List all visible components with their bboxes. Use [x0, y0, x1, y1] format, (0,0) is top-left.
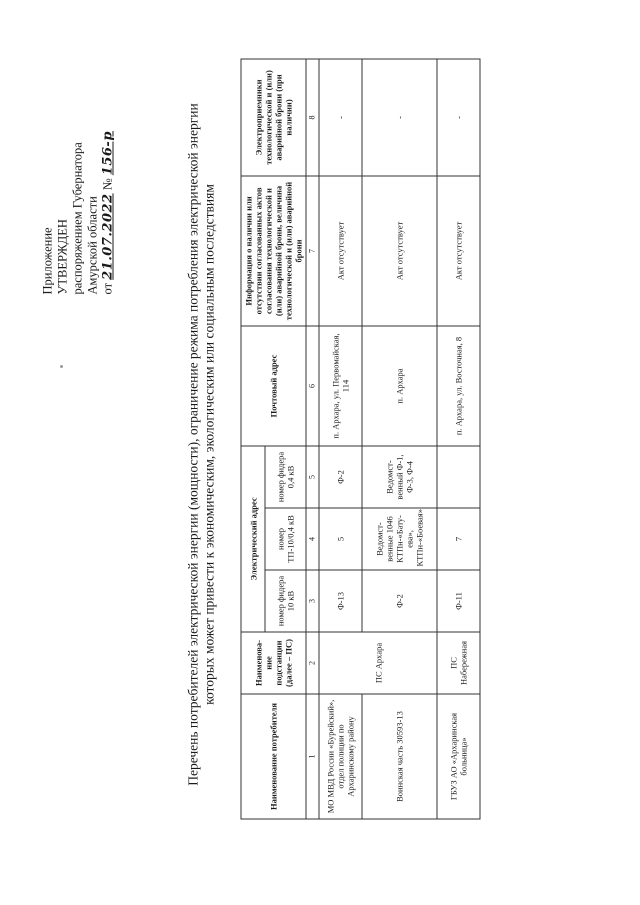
header-postal-address: Почтовый адрес: [241, 326, 306, 446]
cell-acts-info: Акт отсутствует: [362, 176, 437, 326]
cell-tp: 7: [437, 508, 480, 570]
header-acts-info: Информация о наличии или отсутствии согласованных актов согласования технологической и (или) аварийной брони, величина технологической и (или) аварийной брони: [241, 176, 306, 326]
col-num: 2: [306, 632, 319, 694]
approval-appendix: Приложение: [40, 227, 55, 295]
cell-substation: ПС Архара: [319, 632, 437, 694]
col-num: 3: [306, 570, 319, 632]
cell-consumer: Воинская часть 30593-13: [362, 694, 437, 819]
approval-stamp: [41, 35, 116, 295]
cell-feeder-04kv: Ф-2: [319, 446, 362, 508]
header-substation: Наименова-ние подстанции (далее – ПС): [241, 632, 306, 694]
date-prefix: от: [100, 282, 115, 295]
number-prefix: №: [100, 178, 115, 191]
col-num: 7: [306, 176, 319, 326]
cell-feeder-10kv: Ф-11: [437, 570, 480, 632]
cell-postal: п. Архара, ул. Восточная, 8: [437, 326, 480, 446]
header-feeder-04kv: номер фидера 0,4 кВ: [265, 446, 306, 508]
handwritten-number: 156-р: [100, 131, 116, 176]
cell-postal: п. Архара: [362, 326, 437, 446]
rotated-document-content: [1, 0, 640, 905]
cell-acts-info: Акт отсутствует: [437, 176, 480, 326]
approval-order: распоряжением Губернатора: [70, 142, 85, 295]
header-consumer: Наименование потребителя: [241, 694, 306, 819]
header-row-1: [241, 59, 265, 819]
consumers-table: [241, 59, 481, 820]
cell-tp: Ведомст-венные 1046 КТПн-«Бату-ева», КТПн-«Боевая»: [362, 508, 437, 570]
cell-receivers: -: [437, 59, 480, 176]
header-tp: номер ТП-10/0,4 кВ: [265, 508, 306, 570]
title-line-1: Перечень потребителей электрической энергии (мощности), ограничение режима потребления электрической энергии: [185, 103, 201, 786]
approval-approved: УТВЕРЖДЕН: [55, 219, 70, 295]
cell-consumer: ГБУЗ АО «Архаринская больница»: [437, 694, 480, 819]
col-num: 8: [306, 59, 319, 176]
handwritten-date: 21.07.2022: [100, 193, 116, 280]
cell-feeder-04kv: [437, 446, 480, 508]
col-num: 6: [306, 326, 319, 446]
cell-acts-info: Акт отсутствует: [319, 176, 362, 326]
cell-substation: ПС Набережная: [437, 632, 480, 694]
col-num: 4: [306, 508, 319, 570]
cell-feeder-10kv: Ф-13: [319, 570, 362, 632]
col-num: 5: [306, 446, 319, 508]
cell-receivers: -: [362, 59, 437, 176]
column-number-row: [306, 59, 319, 819]
table-row: [437, 59, 480, 819]
cell-feeder-04kv: Ведомст-венный Ф-1, Ф-3, Ф-4: [362, 446, 437, 508]
cell-receivers: -: [319, 59, 362, 176]
header-receivers: Электроприемники технологической и (или) аварийной брони (при наличии): [241, 59, 306, 176]
cell-tp: 5: [319, 508, 362, 570]
document-title: [186, 65, 218, 825]
header-electrical-address: Электрический адрес: [241, 446, 265, 632]
cell-feeder-10kv: Ф-2: [362, 570, 437, 632]
approval-region: Амурской области: [85, 196, 100, 295]
table-row: [362, 59, 437, 819]
col-num: 1: [306, 694, 319, 819]
cell-postal: п. Архара, ул. Первомайская, 114: [319, 326, 362, 446]
table-row: [319, 59, 362, 819]
header-feeder-10kv: номер фидера 10 кВ: [265, 570, 306, 632]
title-line-2: которых может привести к экономическим, экологическим или социальным последствиям: [201, 184, 217, 705]
cell-consumer: МО МВД России «Бурейский», отдел полиции по Архаринскому району: [319, 694, 362, 819]
approval-date-line: [101, 35, 116, 295]
